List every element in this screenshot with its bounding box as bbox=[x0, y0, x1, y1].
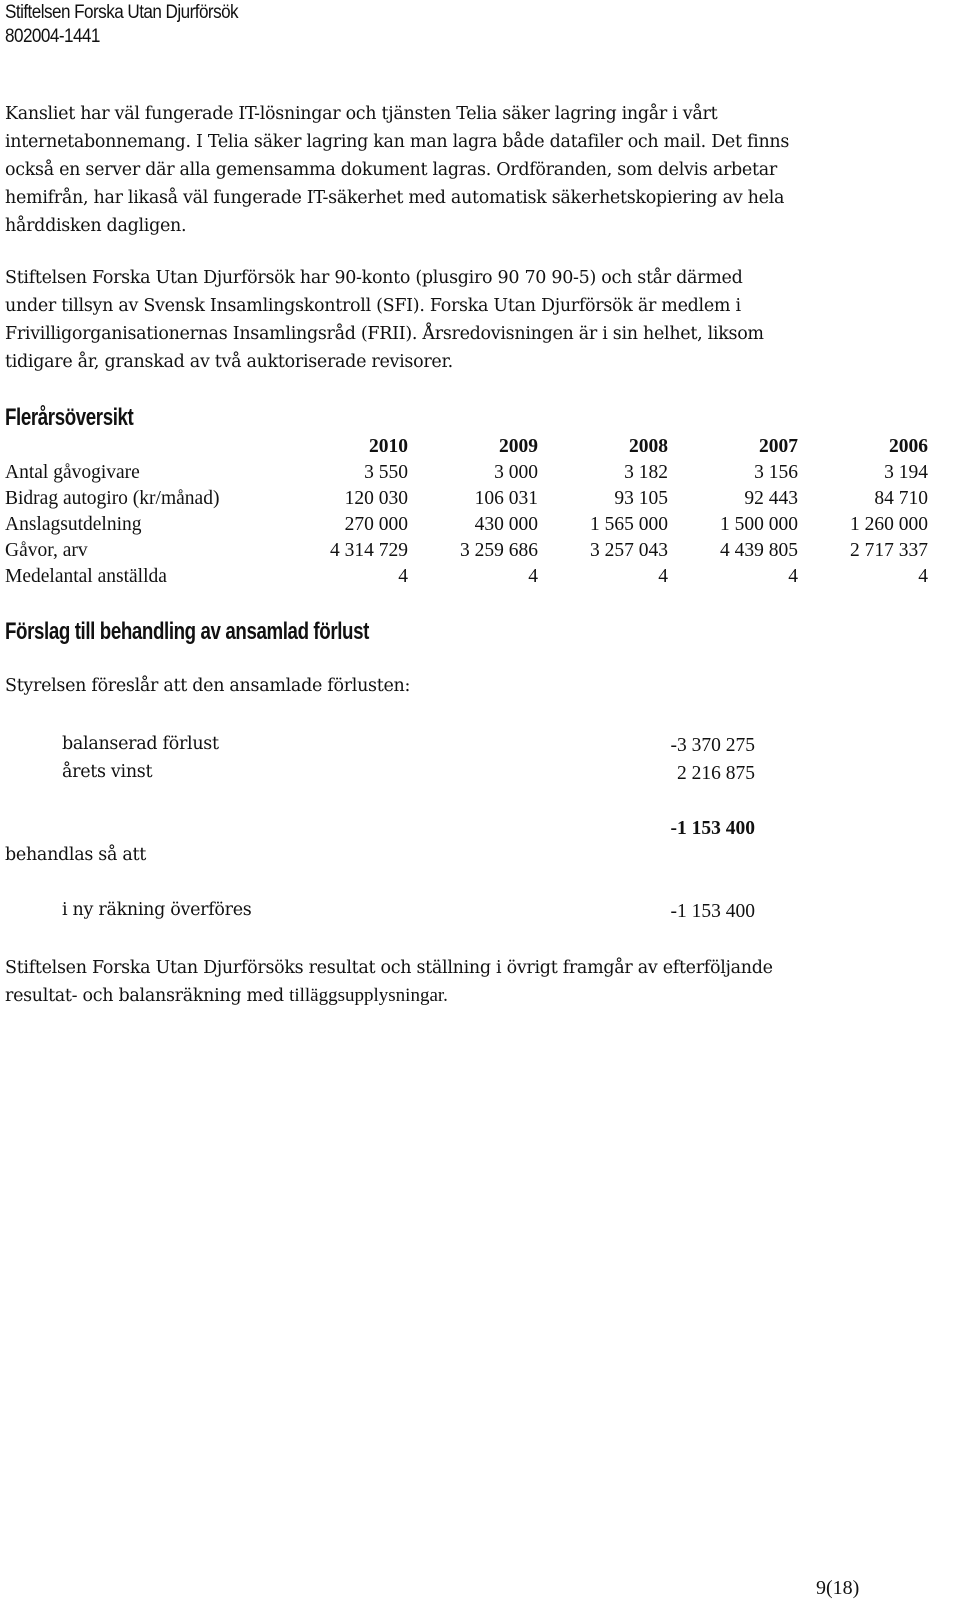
table-cell: 4 bbox=[658, 566, 668, 587]
year-profit-value: 2 216 875 bbox=[677, 763, 755, 784]
table-cell: 4 314 729 bbox=[330, 540, 408, 561]
year-header: 2006 bbox=[889, 436, 928, 457]
paragraph-line: hemifrån, har likaså väl fungerade IT-säkerhet med automatisk säkerhetskopiering av hela bbox=[5, 188, 785, 208]
table-cell: 4 bbox=[788, 566, 798, 587]
table-cell: 4 bbox=[528, 566, 538, 587]
table-cell: 1 565 000 bbox=[590, 514, 668, 535]
row-label: Bidrag autogiro (kr/månad) bbox=[5, 488, 220, 509]
table-cell: 270 000 bbox=[344, 514, 408, 535]
table-cell: 3 194 bbox=[884, 462, 928, 483]
paragraph-line: Frivilligorganisationernas Insamlingsråd (FRII). Årsredovisningen är i sin helhet, liksom bbox=[5, 324, 764, 344]
table-cell: 4 bbox=[398, 566, 408, 587]
year-header: 2007 bbox=[759, 436, 798, 457]
proposal-intro: Styrelsen föreslår att den ansamlade förlusten: bbox=[5, 676, 411, 696]
paragraph-line: hårddisken dagligen. bbox=[5, 216, 187, 236]
table-cell: 3 000 bbox=[494, 462, 538, 483]
paragraph-line: tidigare år, granskad av två auktoriserade revisorer. bbox=[5, 352, 453, 372]
paragraph-it-security bbox=[5, 100, 789, 240]
table-cell: 2 717 337 bbox=[850, 540, 928, 561]
table-cell: 3 259 686 bbox=[460, 540, 538, 561]
document-header-org-number: 802004-1441 bbox=[5, 26, 100, 47]
table-cell: 93 105 bbox=[614, 488, 668, 509]
paragraph-line bbox=[5, 982, 773, 1010]
treated-as-label: behandlas så att bbox=[5, 845, 146, 865]
table-row bbox=[0, 566, 960, 592]
table-row bbox=[0, 514, 960, 540]
table-row bbox=[0, 488, 960, 514]
balanced-loss-label: balanserad förlust bbox=[62, 734, 219, 754]
table-cell: 4 439 805 bbox=[720, 540, 798, 561]
paragraph-line: Stiftelsen Forska Utan Djurförsöks resultat och ställning i övrigt framgår av efterföljande bbox=[5, 958, 773, 978]
paragraph-fundraising-control bbox=[5, 264, 764, 376]
table-cell: 106 031 bbox=[474, 488, 538, 509]
table-cell: 3 156 bbox=[754, 462, 798, 483]
table-header-row bbox=[0, 436, 960, 462]
row-label: Gåvor, arv bbox=[5, 540, 88, 561]
closing-line2-end: tilläggsupplysningar. bbox=[289, 985, 448, 1006]
table-cell: 3 550 bbox=[364, 462, 408, 483]
balanced-loss-value: -3 370 275 bbox=[670, 735, 755, 756]
paragraph-line: Kansliet har väl fungerade IT-lösningar och tjänsten Telia säker lagring ingår i vårt bbox=[5, 104, 718, 124]
table-row bbox=[0, 462, 960, 488]
table-row bbox=[0, 540, 960, 566]
paragraph-line: under tillsyn av Svensk Insamlingskontroll (SFI). Forska Utan Djurförsök är medlem i bbox=[5, 296, 741, 316]
paragraph-line: också en server där alla gemensamma dokument lagras. Ordföranden, som delvis arbetar bbox=[5, 160, 777, 180]
document-header-org-name: Stiftelsen Forska Utan Djurförsök bbox=[5, 2, 239, 23]
overview-table bbox=[0, 436, 960, 596]
year-header: 2008 bbox=[629, 436, 668, 457]
year-header: 2010 bbox=[369, 436, 408, 457]
total-loss-value: -1 153 400 bbox=[670, 818, 755, 839]
closing-line2-start: resultat- och balansräkning med bbox=[5, 986, 290, 1006]
paragraph-line: internetabonnemang. I Telia säker lagring kan man lagra både datafiler och mail. Det finns bbox=[5, 132, 790, 152]
table-cell: 3 182 bbox=[624, 462, 668, 483]
year-profit-label: årets vinst bbox=[62, 762, 153, 782]
table-cell: 84 710 bbox=[874, 488, 928, 509]
table-cell: 1 260 000 bbox=[850, 514, 928, 535]
row-label: Medelantal anställda bbox=[5, 566, 167, 587]
table-cell: 120 030 bbox=[344, 488, 408, 509]
paragraph-line: Stiftelsen Forska Utan Djurförsök har 90-konto (plusgiro 90 70 90-5) och står därmed bbox=[5, 268, 743, 288]
table-cell: 92 443 bbox=[744, 488, 798, 509]
closing-paragraph bbox=[5, 954, 773, 1010]
carry-forward-value: -1 153 400 bbox=[670, 901, 755, 922]
section-heading-proposal: Förslag till behandling av ansamlad förlust bbox=[5, 618, 369, 645]
table-cell: 430 000 bbox=[474, 514, 538, 535]
carry-forward-label: i ny räkning överföres bbox=[62, 900, 252, 920]
page-number: 9(18) bbox=[816, 1577, 860, 1599]
table-cell: 3 257 043 bbox=[590, 540, 668, 561]
section-heading-overview: Flerårsöversikt bbox=[5, 404, 134, 431]
row-label: Antal gåvogivare bbox=[5, 462, 140, 483]
row-label: Anslagsutdelning bbox=[5, 514, 142, 535]
table-cell: 1 500 000 bbox=[720, 514, 798, 535]
table-cell: 4 bbox=[918, 566, 928, 587]
year-header: 2009 bbox=[499, 436, 538, 457]
